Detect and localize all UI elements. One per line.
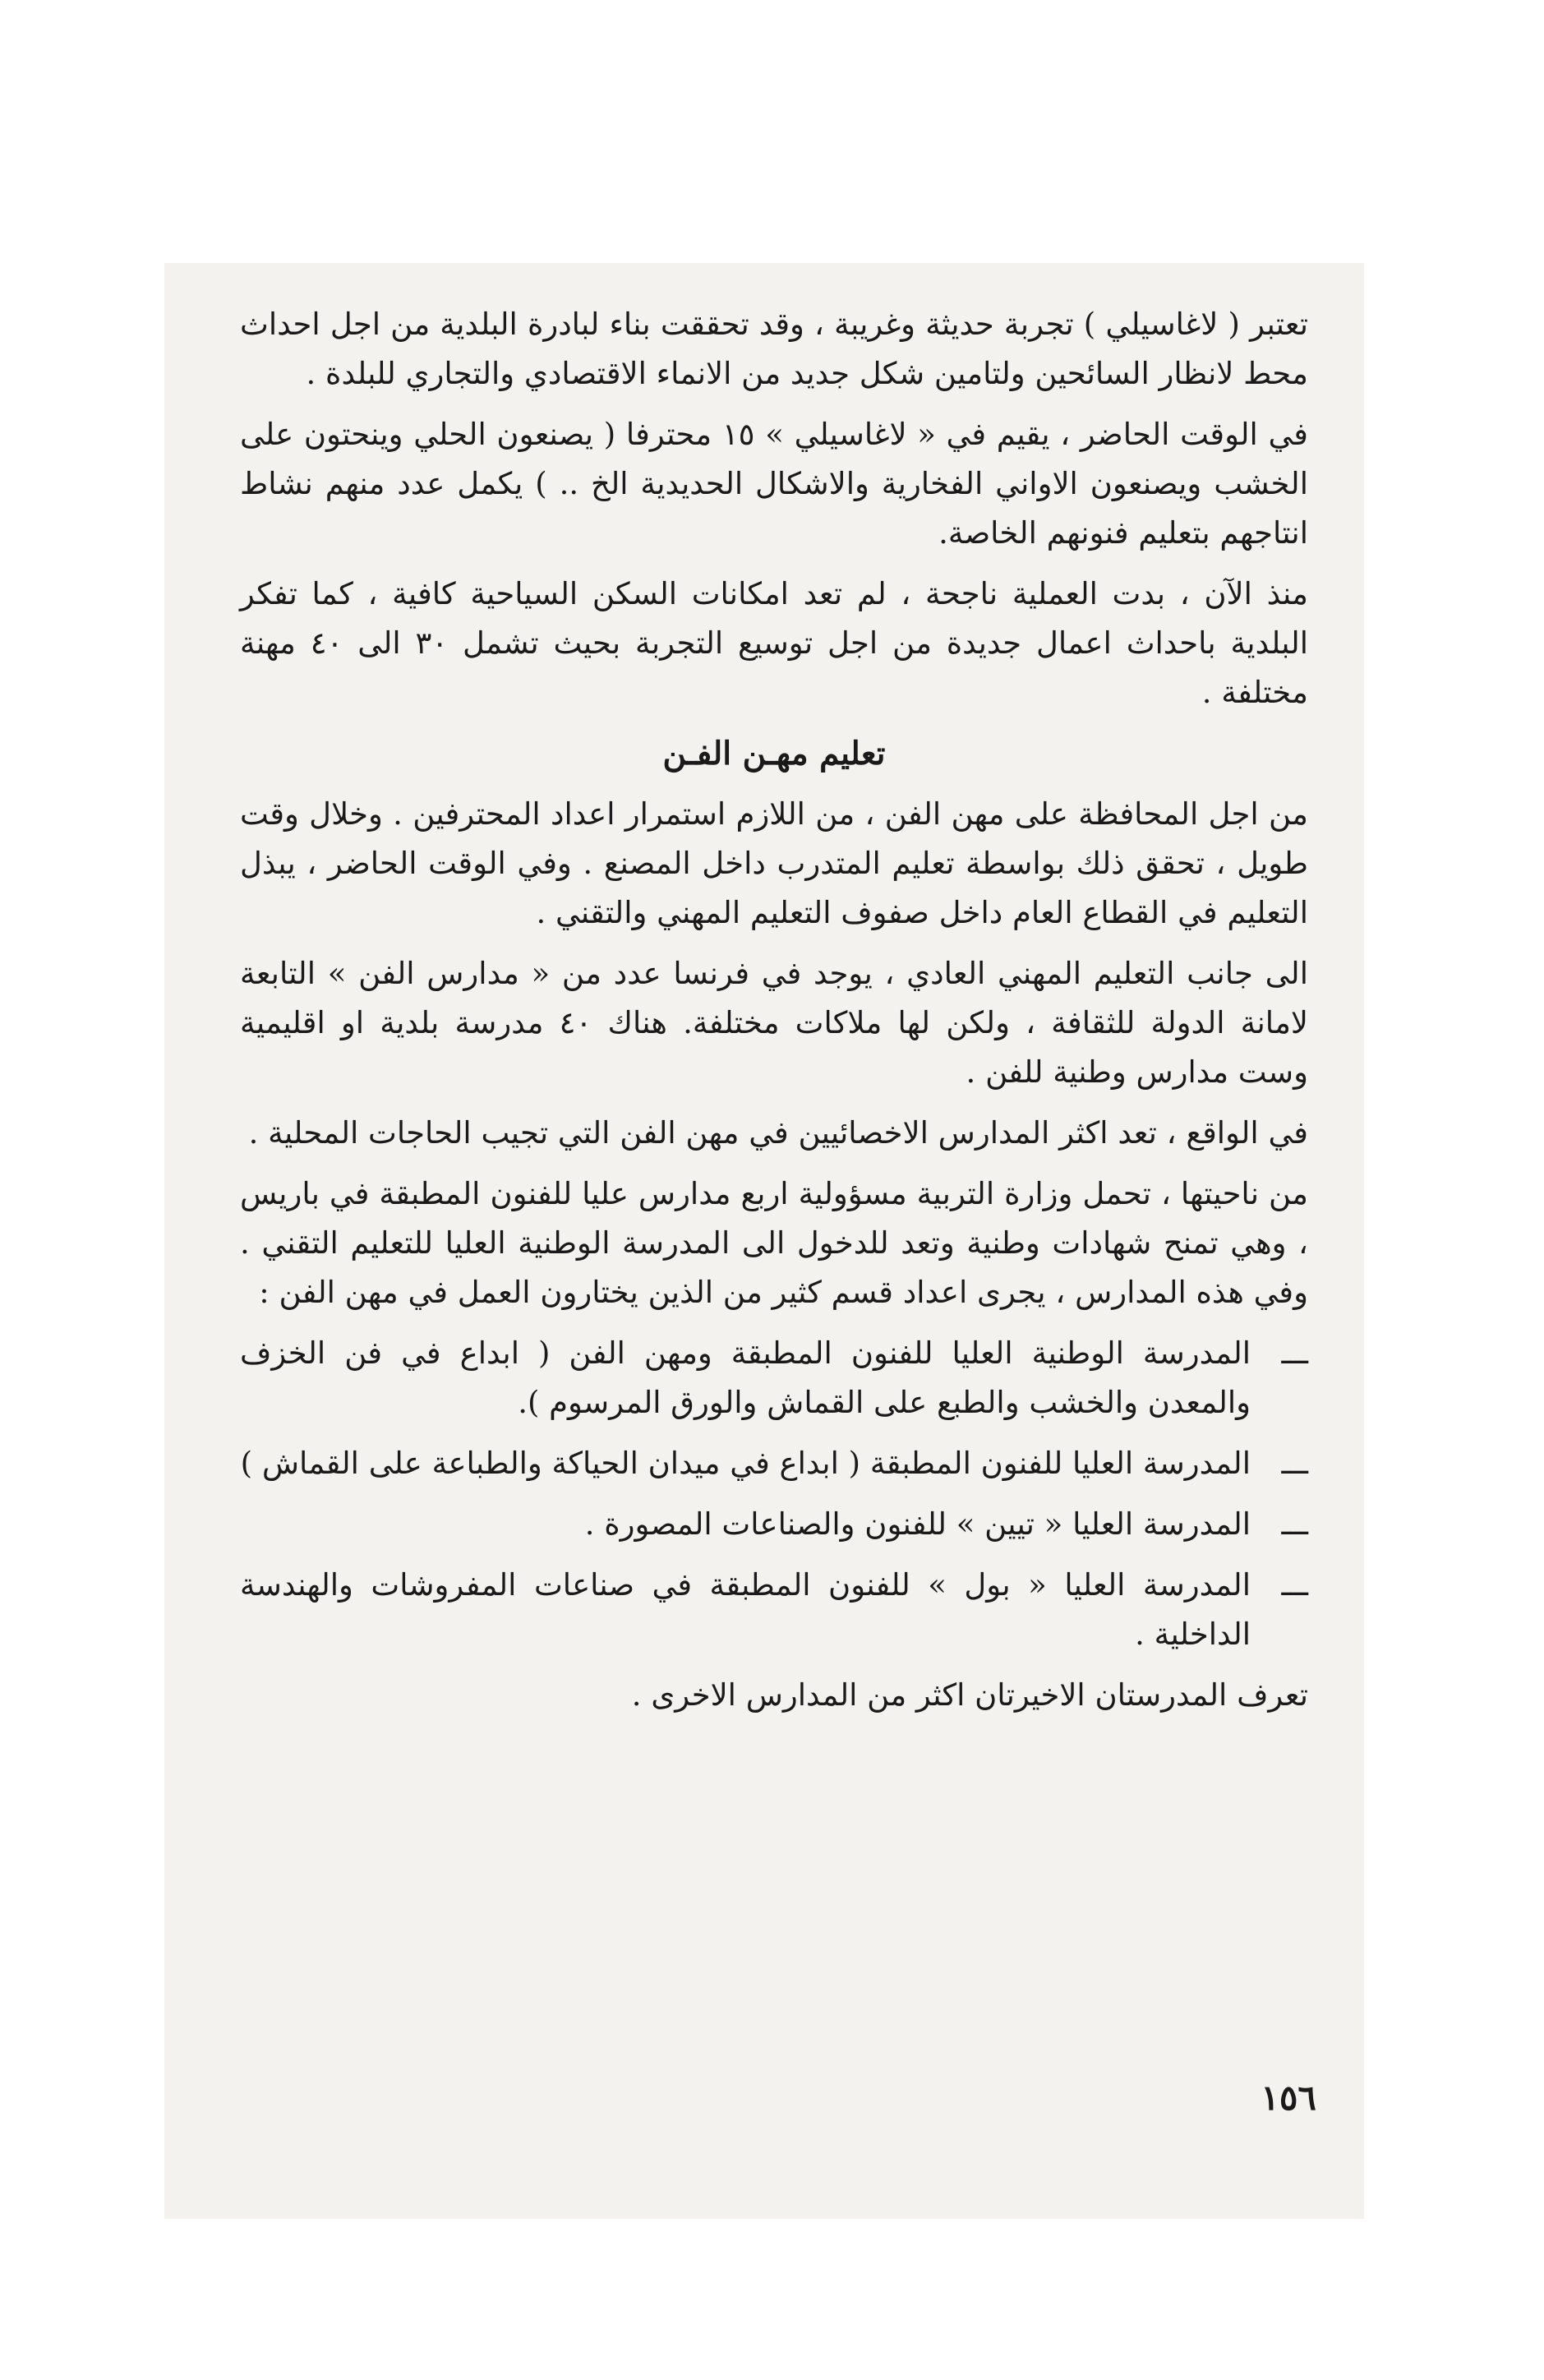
list-dash: ـــ [1281, 1335, 1308, 1371]
list-item [240, 1500, 1308, 1549]
list-dash: ـــ [1281, 1506, 1308, 1542]
intro-paragraph-2: في الوقت الحاضر ، يقيم في « لاغاسيلي » ١٥ محترفا ( يصنعون الحلي وينحتون على الخشب ويصنعون الاواني الفخارية والاشكال الحديدية الخ .. ) يكمل عدد منهم نشاط انتاجهم بتعليم فنونهم الخاصة. [240, 417, 1308, 551]
body-paragraph-2: الى جانب التعليم المهني العادي ، يوجد في فرنسا عدد من « مدارس الفن » التابعة لامانة الدولة للثقافة ، ولكن لها ملاكات مختلفة. هناك ٤٠ مدرسة بلدية او اقليمية وست مدارس وطنية للفن . [240, 956, 1308, 1090]
list-item-text: المدرسة العليا « تيين » للفنون والصناعات المصورة . [584, 1506, 1251, 1542]
list-item [240, 1329, 1308, 1428]
list-dash: ـــ [1281, 1446, 1308, 1481]
body-paragraph-4: من ناحيتها ، تحمل وزارة التربية مسؤولية اربع مدارس عليا للفنون المطبقة في باريس ، وهي تمنح شهادات وطنية وتعد للدخول الى المدرسة الوطنية العليا للتعليم التقني . وفي هذه المدارس ، يجرى اعداد قسم كثير من الذين يختارون العمل في مهن الفن : [240, 1176, 1308, 1310]
list-item [240, 1561, 1308, 1659]
list-item-text: المدرسة العليا « بول » للفنون المطبقة في صناعات المفروشات والهندسة الداخلية . [240, 1567, 1251, 1652]
page-number: ١٥٦ [1261, 2078, 1316, 2118]
body-paragraph-3: في الواقع ، تعد اكثر المدارس الاخصائيين في مهن الفن التي تجيب الحاجات المحلية . [248, 1115, 1308, 1151]
list-item-text: المدرسة العليا للفنون المطبقة ( ابداع في ميدان الحياكة والطباعة على القماش ) [240, 1446, 1251, 1481]
schools-list [240, 1329, 1308, 1659]
page-body [240, 300, 1308, 1732]
body-paragraph-1: من اجل المحافظة على مهن الفن ، من اللازم استمرار اعداد المحترفين . وخلال وقت طويل ، تحقق ذلك بواسطة تعليم المتدرب داخل المصنع . وفي الوقت الحاضر ، يبذل التعليم في القطاع العام داخل صفوف التعليم المهني والتقني . [240, 796, 1308, 930]
closing-paragraph: تعرف المدرستان الاخيرتان اكثر من المدارس الاخرى . [631, 1677, 1308, 1713]
intro-paragraph-1: تعتبر ( لاغاسيلي ) تجربة حديثة وغريبة ، وقد تحققت بناء لبادرة البلدية من اجل احداث محط لانظار السائحين ولتامين شكل جديد من الانماء الاقتصادي والتجاري للبلدة . [240, 307, 1308, 391]
list-item-text: المدرسة الوطنية العليا للفنون المطبقة ومهن الفن ( ابداع في فن الخزف والمعدن والخشب والطبع على القماش والورق المرسوم ). [240, 1335, 1251, 1420]
list-item [240, 1439, 1308, 1488]
section-heading: تعليم مهـن الفـن [662, 735, 886, 773]
list-dash: ـــ [1281, 1567, 1308, 1603]
intro-paragraph-3: منذ الآن ، بدت العملية ناجحة ، لم تعد امكانات السكن السياحية كافية ، كما تفكر البلدية باحداث اعمال جديدة من اجل توسيع التجربة بحيث تشمل ٣٠ الى ٤٠ مهنة مختلفة . [240, 576, 1308, 710]
